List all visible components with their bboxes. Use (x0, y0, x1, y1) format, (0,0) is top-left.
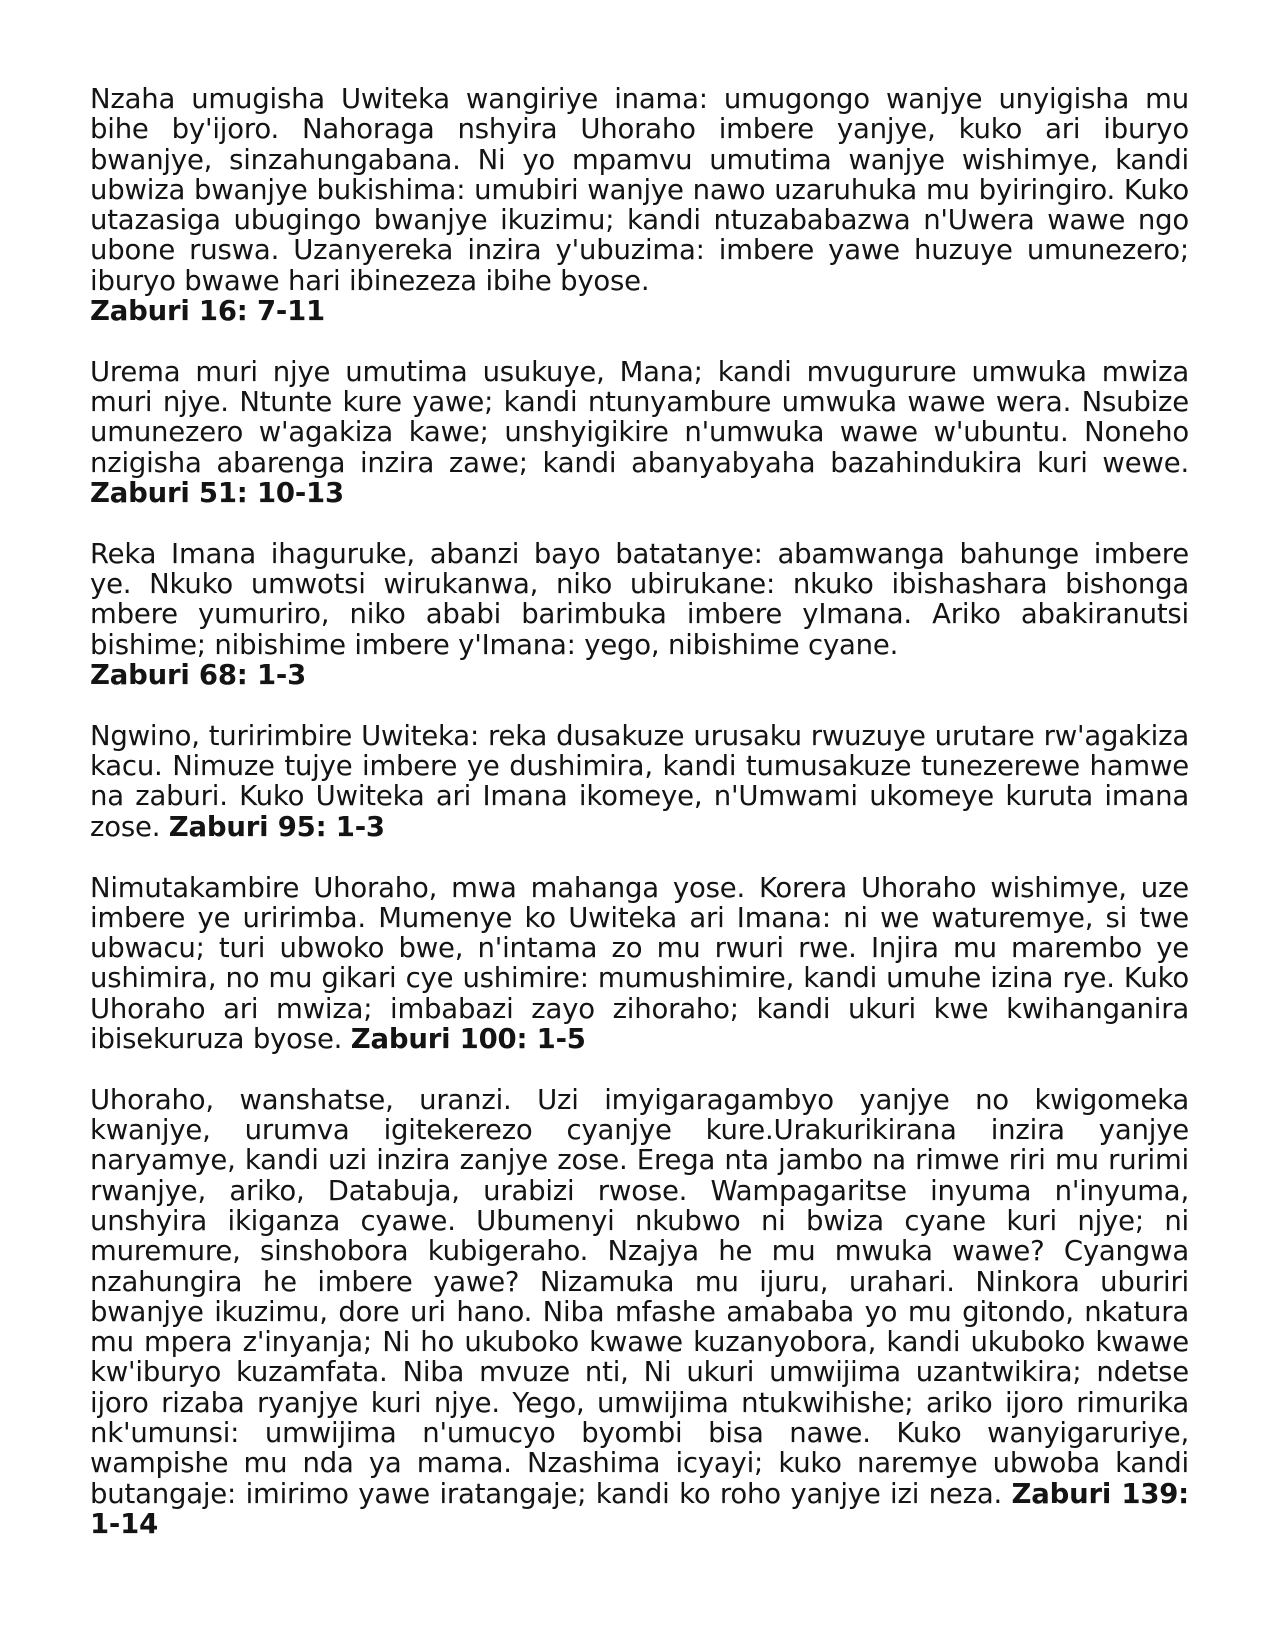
passage-text: Urema muri njye umutima usukuye, Mana; kandi mvugurure umwuka mwiza muri njye. Ntunte kure yawe; kandi ntunyambure umwuka wawe wera. Nsubize umunezero w'agakiza kawe; unshyigikire n'umwuka wawe w'ubuntu. Noneho nzigisha abarenga inzira zawe; kandi abanyabyaha bazahindukira kuri wewe. (90, 355, 1189, 479)
passage-psalm-68 (90, 539, 1189, 690)
passage-reference: Zaburi 95: 1-3 (168, 810, 385, 843)
passage-text: Nzaha umugisha Uwiteka wangiriye inama: umugongo wanjye unyigisha mu bihe by'ijoro. Nahoraga nshyira Uhoraho imbere yanjye, kuko ari iburyo bwanjye, sinzahungabana. Ni yo mpamvu umutima wanjye wishimye, kandi ubwiza bwanjye bukishima: umubiri wanjye nawo uzaruhuka mu byiringiro. Kuko utazasiga ubugingo bwanjye ikuzimu; kandi ntuzababazwa n'Uwera wawe ngo ubone ruswa. Uzanyereka inzira y'ubuzima: imbere yawe huzuye umunezero; iburyo bwawe hari ibinezeza ibihe byose. (90, 83, 1189, 297)
passage-text: Ngwino, turirimbire Uwiteka: reka dusakuze urusaku rwuzuye urutare rw'agakiza kacu. Nimuze tujye imbere ye dushimira, kandi tumusakuze tunezerewe hamwe na zaburi. Kuko Uwiteka ari Imana ikomeye, n'Umwami ukomeye kuruta imana zose. (90, 719, 1189, 843)
passage-psalm-95 (90, 721, 1189, 842)
passage-text: Uhoraho, wanshatse, uranzi. Uzi imyigaragambyo yanjye no kwigomeka kwanjye, urumva igitekerezo cyanjye kure.Urakurikirana inzira yanjye naryamye, kandi uzi inzira zanjye zose. Erega nta jambo na rimwe riri mu rurimi rwanjye, ariko, Databuja, urabizi rwose. Wampagaritse inyuma n'inyuma, unshyira ikiganza cyawe. Ubumenyi nkubwo ni bwiza cyane kuri njye; ni muremure, sinshobora kubigeraho. Nzajya he mu mwuka wawe? Cyangwa nzahungira he imbere yawe? Nizamuka mu ijuru, urahari. Ninkora uburiri bwanjye ikuzimu, dore uri hano. Niba mfashe amababa yo mu gitondo, nkatura mu mpera z'inyanja; Ni ho ukuboko kwawe kuzanyobora, kandi ukuboko kwawe kw'iburyo kuzamfata. Niba mvuze nti, Ni ukuri umwijima uzantwikira; ndetse ijoro rizaba ryanjye kuri njye. Yego, umwijima ntukwihishe; ariko ijoro rimurika nk'umunsi: umwijima n'umucyo byombi bisa nawe. Kuko wanyigaruriye, wampishe mu nda ya mama. Nzashima icyayi; kuko naremye ubwoba kandi butangaje: imirimo yawe iratangaje; kandi ko roho yanjye izi neza. (90, 1083, 1189, 1510)
passage-text: Reka Imana ihaguruke, abanzi bayo batatanye: abamwanga bahunge imbere ye. Nkuko umwotsi wirukanwa, niko ubirukane: nkuko ibishashara bishonga mbere yumuriro, niko ababi barimbuka imbere yImana. Ariko abakiranutsi bishime; nibishime imbere y'Imana: yego, nibishime cyane. (90, 537, 1189, 661)
passage-psalm-51 (90, 357, 1189, 508)
passage-text: Nimutakambire Uhoraho, mwa mahanga yose. Korera Uhoraho wishimye, uze imbere ye uririmba. Mumenye ko Uwiteka ari Imana: ni we waturemye, si twe ubwacu; turi ubwoko bwe, n'intama zo mu rwuri rwe. Injira mu marembo ye ushimira, no mu gikari cye ushimire: mumushimire, kandi umuhe izina rye. Kuko Uhoraho ari mwiza; imbabazi zayo zihoraho; kandi ukuri kwe kwihanganira ibisekuruza byose. (90, 871, 1189, 1056)
passage-reference: Zaburi 139: 1-14 (90, 1477, 1189, 1540)
passage-reference: Zaburi 51: 10-13 (90, 477, 344, 510)
passage-reference: Zaburi 68: 1-3 (90, 659, 307, 692)
passage-psalm-139 (90, 1085, 1189, 1539)
passage-psalm-100 (90, 873, 1189, 1055)
passage-reference: Zaburi 100: 1-5 (350, 1023, 586, 1056)
passage-reference: Zaburi 16: 7-11 (90, 295, 325, 328)
psalm-document (90, 84, 1189, 1570)
passage-psalm-16 (90, 84, 1189, 326)
